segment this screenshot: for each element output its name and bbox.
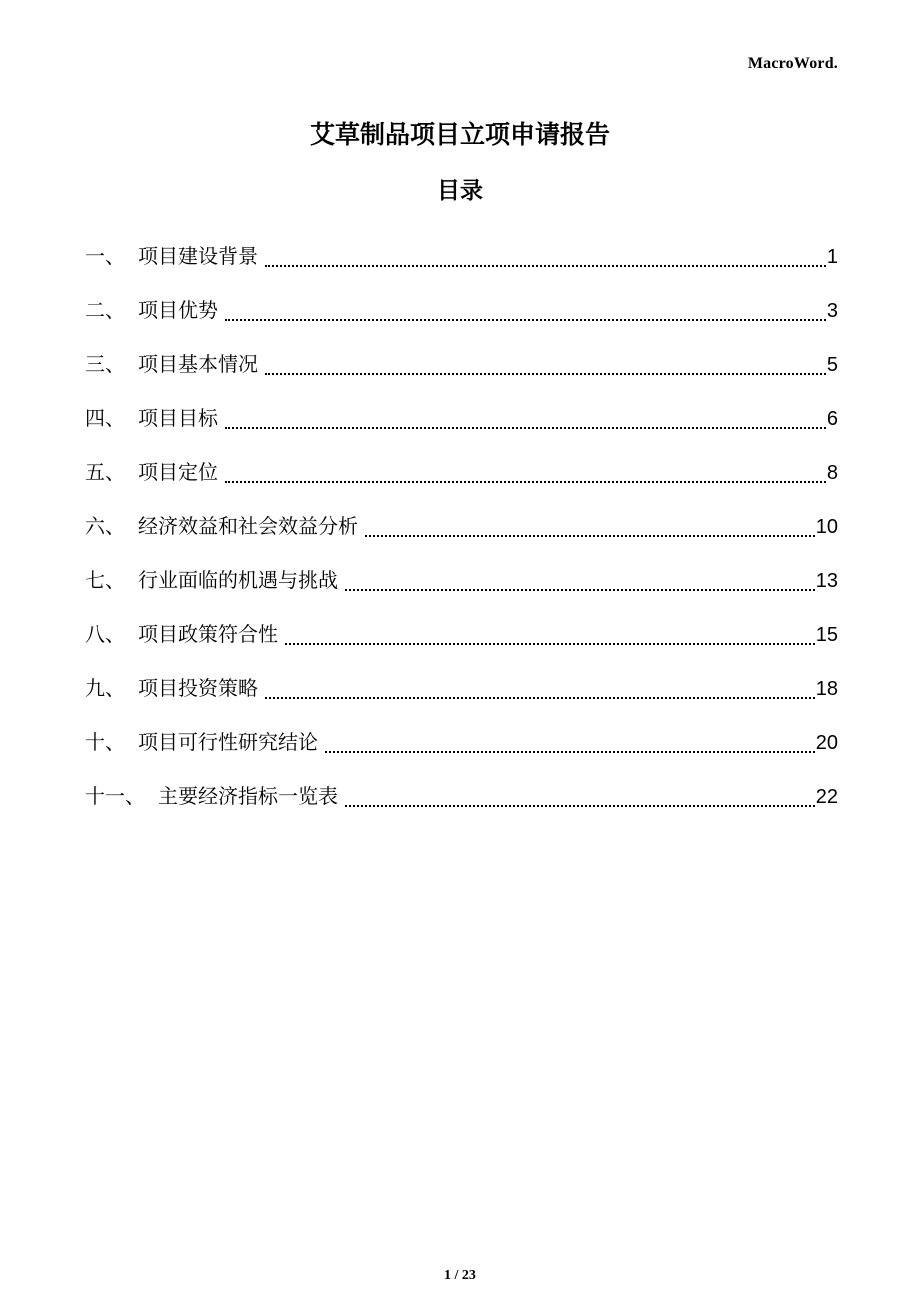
toc-entry-number: 四、 — [85, 408, 125, 430]
toc-dot-leader — [325, 751, 815, 753]
toc-entry[interactable] — [85, 608, 838, 662]
toc-entry-page: 22 — [815, 786, 838, 808]
toc-entry-title: 项目可行性研究结论 — [138, 732, 318, 754]
toc-entry-number: 八、 — [85, 624, 125, 646]
toc-dot-leader — [345, 805, 815, 807]
toc-entry[interactable] — [85, 392, 838, 446]
toc-entry-page: 10 — [815, 516, 838, 538]
toc-entry-page: 15 — [815, 624, 838, 646]
toc-entry-number: 六、 — [85, 516, 125, 538]
toc-entry-number: 二、 — [85, 300, 125, 322]
toc-entry-title: 项目基本情况 — [138, 354, 258, 376]
toc-dot-leader — [365, 535, 815, 537]
toc-entry-page: 5 — [826, 354, 838, 376]
toc-entry[interactable] — [85, 446, 838, 500]
toc-entry-number: 五、 — [85, 462, 125, 484]
table-of-contents — [85, 230, 838, 824]
toc-entry-title: 项目建设背景 — [138, 246, 258, 268]
toc-dot-leader — [265, 265, 826, 267]
toc-entry-number: 三、 — [85, 354, 125, 376]
toc-entry-number: 十一、 — [85, 786, 145, 808]
toc-entry-number: 七、 — [85, 570, 125, 592]
toc-entry[interactable] — [85, 284, 838, 338]
toc-entry-title: 项目定位 — [138, 462, 218, 484]
toc-dot-leader — [285, 643, 815, 645]
toc-entry-title: 项目目标 — [138, 408, 218, 430]
toc-entry-page: 1 — [826, 246, 838, 268]
document-title: 艾草制品项目立项申请报告 — [309, 121, 610, 149]
toc-entry-page: 18 — [815, 678, 838, 700]
toc-entry-title: 项目投资策略 — [138, 678, 258, 700]
toc-entry-title: 经济效益和社会效益分析 — [138, 516, 358, 538]
brand-watermark: MacroWord. — [747, 55, 838, 72]
toc-entry[interactable] — [85, 338, 838, 392]
toc-dot-leader — [225, 319, 826, 321]
toc-entry[interactable] — [85, 230, 838, 284]
toc-dot-leader — [225, 481, 826, 483]
toc-dot-leader — [225, 427, 826, 429]
toc-entry[interactable] — [85, 770, 838, 824]
toc-dot-leader — [265, 373, 826, 375]
toc-dot-leader — [345, 589, 815, 591]
toc-entry-number: 九、 — [85, 678, 125, 700]
toc-dot-leader — [265, 697, 815, 699]
page-number-indicator: 1 / 23 — [444, 1268, 476, 1283]
toc-entry-title: 项目政策符合性 — [138, 624, 278, 646]
toc-entry-number: 一、 — [85, 246, 125, 268]
toc-entry-page: 13 — [815, 570, 838, 592]
toc-entry-page: 8 — [826, 462, 838, 484]
toc-heading: 目录 — [437, 177, 483, 203]
toc-entry[interactable] — [85, 716, 838, 770]
toc-entry[interactable] — [85, 500, 838, 554]
toc-entry[interactable] — [85, 662, 838, 716]
toc-entry[interactable] — [85, 554, 838, 608]
toc-entry-number: 十、 — [85, 732, 125, 754]
toc-entry-title: 行业面临的机遇与挑战 — [138, 570, 338, 592]
toc-entry-page: 6 — [826, 408, 838, 430]
toc-entry-page: 3 — [826, 300, 838, 322]
toc-entry-title: 项目优势 — [138, 300, 218, 322]
toc-entry-page: 20 — [815, 732, 838, 754]
toc-entry-title: 主要经济指标一览表 — [158, 786, 338, 808]
